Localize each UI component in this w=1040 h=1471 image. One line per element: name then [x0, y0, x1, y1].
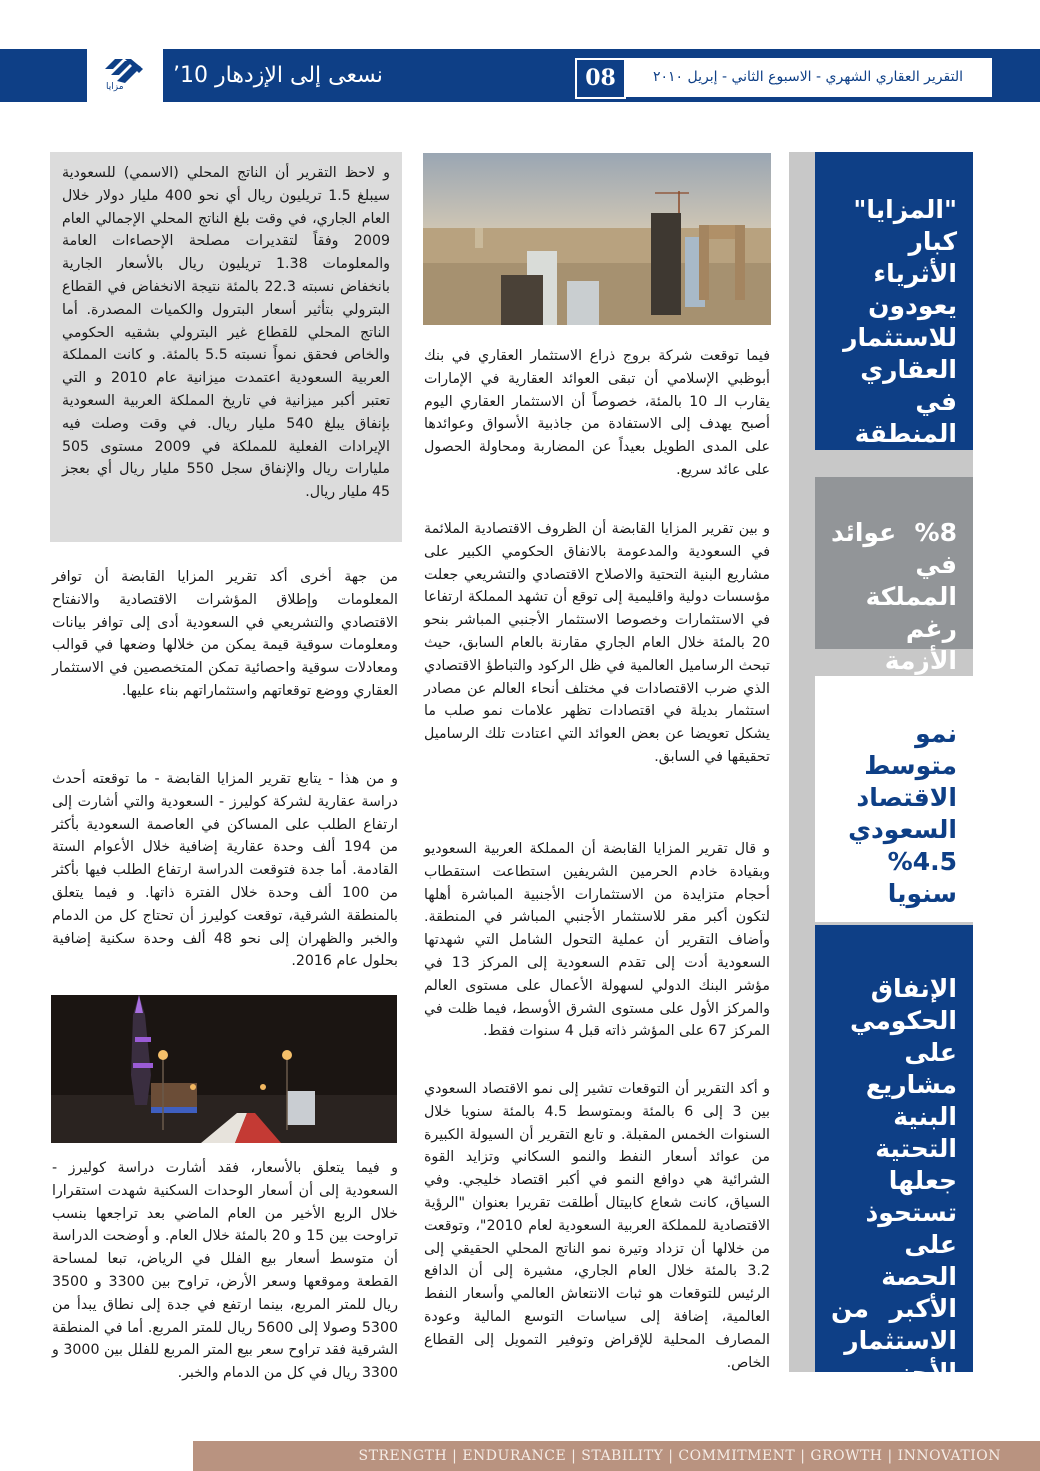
middle-column-paragraph-2 [424, 518, 770, 769]
pullquote-line: الأكبر من [831, 1294, 957, 1323]
article-paragraph: و لاحظ التقرير أن الناتج المحلي (الاسمي) للسعودية سيبلغ 1.5 تريليون ريال أي نحو 400 مليار دولار خلال العام الجاري، في وقت بلغ الناتج المحلي الإجمالي العام 2009 وفقاً لتقديرات مصلحة الإحصاءات العامة والمعلومات 1.38 تريليون ريال بالأسعار الجارية بانخفاض نسبته 22.3 بالمئة نتيجة الانخفاض في القطاع البترولي بتأثير أسعار البترول والكميات المصدرة. أما الناتج المحلي للقطاع غير البترولي بشقيه الحكومي والخاص فحقق نمواً نسبته 5.5 بالمئة. و كانت المملكة العربية السعودية اعتمدت ميزانية عام 2010 و التي تعتبر أكبر ميزانية في تاريخ المملكة العربية السعودية بإنفاق يبلغ 540 مليار ريال. في وقت وصلت فيه الإيرادات الفعلية للمملكة في 2009 مستوى 505 مليارات ريال والإنفاق سجل 550 مليار ريال أي بعجز 45 مليار ريال. [62, 165, 391, 501]
pullquote-line: %8 عوائد [831, 518, 957, 547]
slogan: نسعى إلى الإزدهار 10’ [173, 63, 383, 88]
pullquote-line: في المملكة [865, 550, 957, 611]
logo-chevron-icon [101, 53, 147, 85]
footer-values-line: STRENGTH | ENDURANCE | STABILITY | COMMITMENT | GROWTH | INNOVATION [358, 1448, 1001, 1464]
pullquote-1 [815, 152, 973, 450]
pullquote-line: تستحوذ [865, 1198, 957, 1227]
pullquote-4 [815, 925, 973, 1419]
article-paragraph: فيما توقعت شركة بروج ذراع الاستثمار العقاري في بنك أبوظبي الإسلامي أن تبقى العوائد العقارية في الإمارات يقارب الـ 10 بالمئة، خصوصاً أن الاستثمار العقاري اليوم أصبح يهدف إلى الاستفادة من جاذبية الأسواق وعوائدها على المدى الطويل بعيداً عن المضاربة ومحاولة الحصول على عائد سريع. [424, 348, 770, 478]
pullquote-2 [815, 477, 973, 675]
footer-left-spacer [0, 1441, 193, 1471]
pullquote-line: على مشاريع [865, 1038, 957, 1099]
pullquote-line: الاستثمار [844, 1326, 957, 1355]
pullquote-3 [815, 676, 973, 922]
pullquote-line: الأجنبي [866, 1358, 957, 1387]
article-paragraph: و فيما يتعلق بالأسعار، فقد أشارت دراسة كوليرز - السعودية إلى أن أسعار الوحدات السكنية شهدت استقرارا خلال الربع الأخير من العام الماضي بعد تراجعها بنسب تراوحت بين 15 و 20 بالمئة خلال العام. و أوضحت الدراسة أن متوسط أسعار بيع الفلل في الرياض، تبعا لمساحة القطعة وموقعها وسعر الأرض، تراوح بين 3300 و 3500 ريال للمتر المربع، بينما ارتفع في جدة إلى نطاق يبدأ من 5300 وصولا إلى 5600 ريال للمتر المربع. أما في المنطقة الشرقية فقد تراوح سعر بيع المتر المربع للفلل بين 3000 و 3300 ريال في كل من الدمام والخبر. [51, 1160, 398, 1382]
pullquote-line: التحتية [875, 1134, 957, 1163]
pullquote-line: جعلها [888, 1166, 957, 1195]
pullquote-line: رغم الأزمة [884, 614, 957, 675]
middle-column-paragraph-4 [424, 1078, 770, 1374]
pullquote-line: متوسط [864, 751, 957, 780]
sidebar [789, 152, 973, 1419]
article-paragraph: و من هذا - يتابع تقرير المزايا القابضة - ما توقعته أحدث دراسة عقارية لشركة كوليرز - السعودية والتي أشارت إلى ارتفاع الطلب على المساكن في العاصمة السعودية بأكثر من 194 ألف وحدة عقارية إضافية خلال الأعوام الستة القادمة. أما جدة فتوقعت الدراسة ارتفاع الطلب فيها بأكثر من 100 ألف وحدة خلال الفترة ذاتها. و فيما يتعلق بالمنطقة الشرقية، توقعت كوليرز أن تحتاج كل من الدمام والخبر والظهران إلى نحو 48 ألف وحدة سكنية إضافية بحلول عام 2016. [52, 771, 398, 970]
pullquote-line: الأثرياء [873, 259, 957, 288]
article-paragraph: من جهة أخرى أكد تقرير المزايا القابضة أن توافر المعلومات وإطلاق المؤشرات الاقتصادية والانفتاح الاقتصادي والتشريعي في السعودية أدى إلى توافر بيانات ومعلومات سوقية قيمة يمكن من خلالها وضعها في قوالب ومعادلات سوقية واحصائية تمكن المتخصصين في الاستثمار العقاري ووضع توقعاتهم واستثماراتهم بناء عليها. [52, 569, 398, 699]
logo-text: مزايا [106, 82, 124, 92]
pullquote-line: العقاري [860, 355, 957, 384]
pullquote-line: للاستثمار [843, 323, 957, 352]
city-skyline-photo [423, 153, 771, 325]
pullquote-line: المباشر [862, 1390, 957, 1419]
mazaya-logo [87, 49, 163, 102]
page-number: 08 [575, 58, 626, 99]
pullquote-line: الحكومي [850, 1006, 957, 1035]
pullquote-line: نمو [915, 719, 957, 748]
pullquote-line: على الحصة [881, 1230, 957, 1291]
header-left-block [0, 49, 87, 102]
middle-column-paragraph-1 [424, 345, 770, 482]
left-column-paragraph-3 [52, 768, 398, 973]
report-title: التقرير العقاري الشهري - الاسبوع الثاني - إبريل ٢٠١٠ [624, 58, 992, 97]
article-paragraph: و أكد التقرير أن التوقعات تشير إلى نمو الاقتصاد السعودي بين 3 إلى 6 بالمئة وبمتوسط 4.5 بالمئة سنويا خلال السنوات الخمس المقبلة. و تابع التقرير أن السيولة الكبيرة من عوائد أسعار النفط والنمو السكاني وتزايد القوة الشرائية هي دوافع النمو في أكبر اقتصاد خليجي. وفي السياق، كانت شعاع كابيتال أطلقت تقريرا بعنوان "الرؤية الاقتصادية للمملكة العربية السعودية لعام 2010"، وتوقعت من خلالها أن تزداد وتيرة نمو الناتج المحلي الحقيقي إلى 3.2 بالمئة خلال العام الجاري، مشيرة إلى أن الدافع الرئيس للتوقعات هو ثبات الانتعاش العالمي وأسعار النفط العالمية، إضافة إلى سياسات التوسع المالية وعودة المصارف المحلية للإقراض وتوفير التمويل إلى القطاع الخاص. [424, 1081, 771, 1371]
pullquote-line: يعودون [868, 291, 957, 320]
pullquote-line: "المزايا" [853, 195, 957, 224]
left-column-paragraph-2 [52, 566, 398, 703]
pullquote-line: الإنفاق [870, 974, 957, 1003]
left-column-paragraph-4 [52, 1157, 398, 1385]
pullquote-line: كبار [908, 227, 957, 256]
pullquote-line: الاقتصاد [856, 783, 957, 812]
pullquote-line: %4.5 سنويا [887, 847, 957, 908]
pullquote-line: البنية [893, 1102, 957, 1131]
article-paragraph: و بين تقرير المزايا القابضة أن الظروف الاقتصادية الملائمة في السعودية والمدعومة بالانفاق الحكومي الكبير على مشاريع البنية التحتية والاصلاح الاقتصادي والتشريعي جعلت مؤسسات دولية واقليمية إلى توقع أن تشهد المملكة ارتفاعا في الاستثمارات وخصوصا الاستثمار الأجنبي المباشر بنحو 20 بالمئة خلال العام الجاري مقارنة بالعام السابق، حيث تبحث الرساميل العالمية في ظل الركود والتباطؤ الاقتصادي الذي ضرب الاقتصادات في مختلف أنحاء العالم عن مصادر استثمار بديلة في اقتصادات تظهر علامات نمو صلب ما يشكل تعويضا عن بعض العوائد التي اعتادت تلك الرساميل تحقيقها في السابق. [424, 521, 770, 765]
highlighted-paragraph-box [50, 152, 402, 542]
article-paragraph: و قال تقرير المزايا القابضة أن المملكة العربية السعوديو وبقيادة خادم الحرمين الشريفين استطاعت استقطاب أحجام متزايدة من الاستثمارات الأجنبية المباشرة أهلها لتكون أكبر مقر للاستثمار الأجنبي المباشر في المنطقة. وأضاف التقرير أن عملية التحول الشامل التي شهدتها السعودية أدت إلى تقدم السعودية إلى المركز 13 في مؤشر البنك الدولي لسهولة الأعمال على مستوى العالم والمركز الأول على مستوى الشرق الأوسط، فيما ظلت في المركز 67 على المؤشر ذاته قبل 4 سنوات فقط. [424, 841, 770, 1040]
night-city-street-photo [51, 995, 397, 1143]
middle-column-paragraph-3 [424, 838, 770, 1043]
pullquote-line: في المنطقة [854, 387, 957, 448]
pullquote-line: السعودي [848, 815, 957, 844]
